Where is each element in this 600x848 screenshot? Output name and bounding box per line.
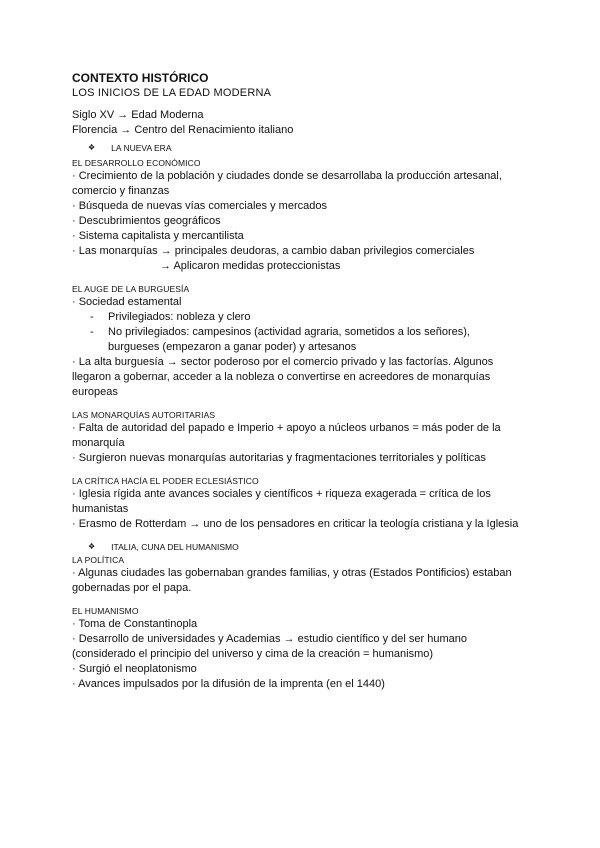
intro-line: Siglo XV → Edad Moderna [72,109,204,121]
section-heading: EL AUGE DE LA BURGUESÍA [72,284,190,294]
text-line: · Búsqueda de nuevas vías comerciales y mercados [72,200,327,212]
text-line: · Sistema capitalista y mercantilista [72,230,244,242]
section-bullet [72,540,542,554]
text-line: · Avances impulsados por la difusión de la imprenta (en el 1440) [72,678,385,690]
text-line: comercio y finanzas [72,185,170,197]
text-line: · Crecimiento de la población y ciudades donde se desarrollaba la producción artesanal, [72,170,502,182]
section-heading: LA POLÍTICA [72,555,125,565]
text-line: · Falta de autoridad del papado e Imperio + apoyo a núcleos urbanos = más poder de la [72,422,501,434]
text-line: · Sociedad estamental [72,296,182,308]
dash-text: Privilegiados: nobleza y clero [108,311,251,323]
text-line: · Descubrimientos geográficos [72,215,221,227]
dash-marker: - [90,311,94,323]
text-line: llegaron a gobernar, acceder a la nobleza o convertirse en acreedores de monarquías [72,371,491,383]
dash-text: No privilegiados: campesinos (actividad agraria, sometidos a los señores), [108,326,470,338]
section-heading: LA CRÍTICA HACÍA EL PODER ECLESIÁSTICO [72,476,259,486]
section-heading: LAS MONARQUÍAS AUTORITARIAS [72,410,216,420]
section-bullet [72,141,542,155]
section-heading: EL DESARROLLO ECONÓMICO [72,158,201,168]
text-line: · Desarrollo de universidades y Academias → estudio científico y del ser humano [72,633,467,645]
diamond-bullet-icon: ❖ [88,143,96,152]
text-line: · Erasmo de Rotterdam → uno de los pensadores en criticar la teología cristiana y la Iglesia [72,518,519,530]
text-line: monarquía [72,437,125,449]
text-line: · Iglesia rígida ante avances sociales y científicos + riqueza exagerada = crítica de los [72,488,491,500]
document-page [72,71,542,692]
bullet-label: ITALIA, CUNA DEL HUMANISMO [111,542,239,552]
arrow-line: → Aplicaron medidas proteccionistas [160,260,341,272]
section-heading: EL HUMANISMO [72,606,139,616]
text-line: · Surgió el neoplatonismo [72,663,197,675]
document-subtitle: LOS INICIOS DE LA EDAD MODERNA [72,87,272,99]
text-line: · Las monarquías → principales deudoras, a cambio daban privilegios comerciales [72,245,475,257]
text-line: · Algunas ciudades las gobernaban grandes familias, y otras (Estados Pontificios) estaban [72,567,512,579]
dash-item [72,325,542,340]
bullet-label: LA NUEVA ERA [111,143,172,153]
text-line: · Surgieron nuevas monarquías autoritarias y fragmentaciones territoriales y políticas [72,452,486,464]
text-line: (considerado el principio del universo y cima de la creación = humanismo) [72,648,434,660]
diamond-bullet-icon: ❖ [88,542,96,551]
text-line: burgueses (empezaron a ganar poder) y artesanos [108,341,357,353]
document-title: CONTEXTO HISTÓRICO [72,71,209,85]
text-line: · La alta burguesía → sector poderoso por el comercio privado y las factorías. Algunos [72,356,494,368]
dash-marker: - [90,326,94,338]
text-line: · Toma de Constantinopla [72,618,198,630]
text-line: europeas [72,386,118,398]
text-line: gobernadas por el papa. [72,582,192,594]
text-line: humanistas [72,503,129,515]
intro-line: Florencia → Centro del Renacimiento italiano [72,124,294,136]
dash-item [72,310,542,325]
